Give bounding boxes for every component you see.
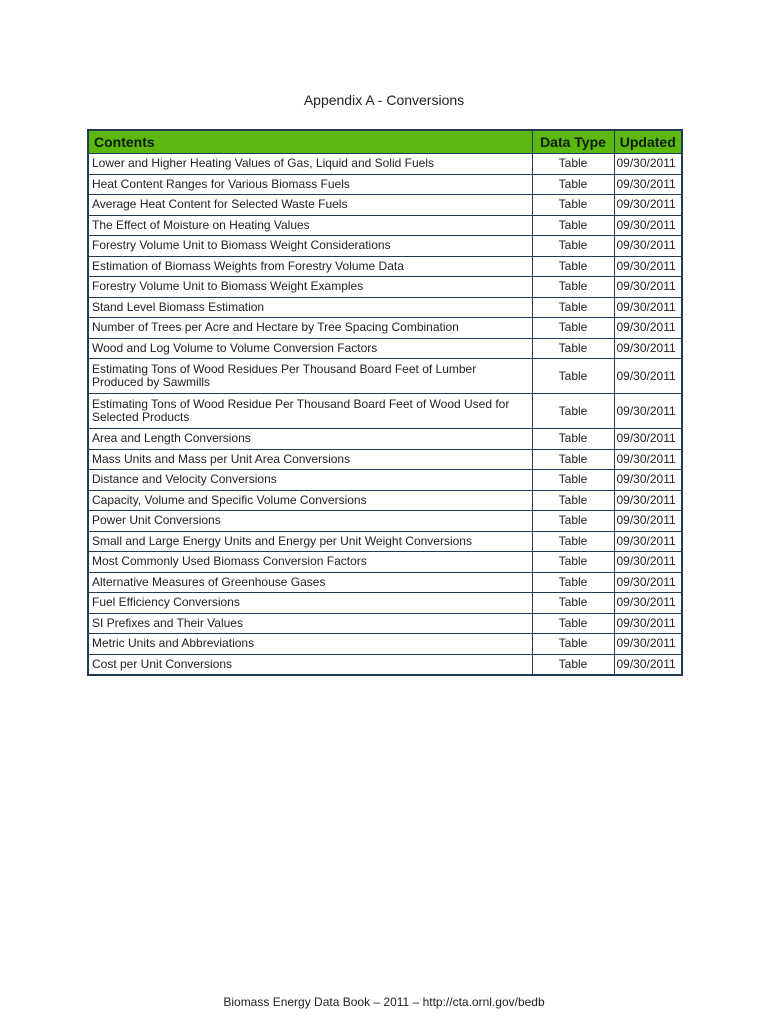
cell-updated: 09/30/2011 [614, 429, 682, 450]
conversions-table [87, 129, 683, 676]
cell-updated: 09/30/2011 [614, 174, 682, 195]
table-row[interactable] [88, 470, 682, 491]
cell-updated: 09/30/2011 [614, 654, 682, 675]
cell-data-type: Table [532, 429, 614, 450]
cell-data-type: Table [532, 654, 614, 675]
cell-updated: 09/30/2011 [614, 593, 682, 614]
cell-data-type: Table [532, 394, 614, 429]
cell-data-type: Table [532, 338, 614, 359]
table-row[interactable] [88, 318, 682, 339]
cell-contents[interactable]: Estimating Tons of Wood Residues Per Thousand Board Feet of Lumber Produced by Sawmills [88, 359, 532, 394]
table-row[interactable] [88, 394, 682, 429]
header-updated: Updated [614, 130, 682, 154]
cell-contents[interactable]: Capacity, Volume and Specific Volume Conversions [88, 490, 532, 511]
cell-updated: 09/30/2011 [614, 195, 682, 216]
table-row[interactable] [88, 654, 682, 675]
cell-updated: 09/30/2011 [614, 236, 682, 257]
cell-updated: 09/30/2011 [614, 490, 682, 511]
table-row[interactable] [88, 195, 682, 216]
cell-contents[interactable]: Forestry Volume Unit to Biomass Weight Considerations [88, 236, 532, 257]
header-contents: Contents [88, 130, 532, 154]
cell-updated: 09/30/2011 [614, 154, 682, 175]
cell-data-type: Table [532, 531, 614, 552]
cell-data-type: Table [532, 470, 614, 491]
cell-contents[interactable]: Wood and Log Volume to Volume Conversion Factors [88, 338, 532, 359]
table-row[interactable] [88, 511, 682, 532]
cell-contents[interactable]: Area and Length Conversions [88, 429, 532, 450]
cell-contents[interactable]: Lower and Higher Heating Values of Gas, Liquid and Solid Fuels [88, 154, 532, 175]
cell-updated: 09/30/2011 [614, 531, 682, 552]
page-title: Appendix A - Conversions [303, 92, 465, 108]
cell-contents[interactable]: Distance and Velocity Conversions [88, 470, 532, 491]
cell-data-type: Table [532, 195, 614, 216]
cell-contents[interactable]: Stand Level Biomass Estimation [88, 297, 532, 318]
cell-contents[interactable]: Estimation of Biomass Weights from Forestry Volume Data [88, 256, 532, 277]
cell-data-type: Table [532, 174, 614, 195]
cell-updated: 09/30/2011 [614, 359, 682, 394]
cell-data-type: Table [532, 634, 614, 655]
cell-contents[interactable]: Estimating Tons of Wood Residue Per Thousand Board Feet of Wood Used for Selected Products [88, 394, 532, 429]
cell-data-type: Table [532, 613, 614, 634]
cell-contents[interactable]: Mass Units and Mass per Unit Area Conversions [88, 449, 532, 470]
cell-contents[interactable]: Forestry Volume Unit to Biomass Weight Examples [88, 277, 532, 298]
cell-contents[interactable]: SI Prefixes and Their Values [88, 613, 532, 634]
cell-contents[interactable]: Alternative Measures of Greenhouse Gases [88, 572, 532, 593]
cell-updated: 09/30/2011 [614, 511, 682, 532]
cell-data-type: Table [532, 236, 614, 257]
cell-contents[interactable]: Heat Content Ranges for Various Biomass Fuels [88, 174, 532, 195]
table-row[interactable] [88, 634, 682, 655]
table-row[interactable] [88, 490, 682, 511]
cell-data-type: Table [532, 449, 614, 470]
header-data-type: Data Type [532, 130, 614, 154]
cell-data-type: Table [532, 511, 614, 532]
table-row[interactable] [88, 552, 682, 573]
cell-contents[interactable]: The Effect of Moisture on Heating Values [88, 215, 532, 236]
cell-updated: 09/30/2011 [614, 277, 682, 298]
page-footer: Biomass Energy Data Book – 2011 – http://cta.ornl.gov/bedb [223, 995, 545, 1009]
cell-contents[interactable]: Power Unit Conversions [88, 511, 532, 532]
cell-data-type: Table [532, 572, 614, 593]
cell-contents[interactable]: Most Commonly Used Biomass Conversion Factors [88, 552, 532, 573]
table-header-row [88, 130, 682, 154]
cell-contents[interactable]: Cost per Unit Conversions [88, 654, 532, 675]
cell-updated: 09/30/2011 [614, 470, 682, 491]
cell-contents[interactable]: Fuel Efficiency Conversions [88, 593, 532, 614]
cell-updated: 09/30/2011 [614, 215, 682, 236]
table-row[interactable] [88, 359, 682, 394]
table-row[interactable] [88, 256, 682, 277]
cell-data-type: Table [532, 490, 614, 511]
cell-data-type: Table [532, 215, 614, 236]
table-row[interactable] [88, 174, 682, 195]
table-row[interactable] [88, 277, 682, 298]
table-row[interactable] [88, 593, 682, 614]
cell-contents[interactable]: Average Heat Content for Selected Waste Fuels [88, 195, 532, 216]
table-row[interactable] [88, 429, 682, 450]
table-row[interactable] [88, 236, 682, 257]
cell-updated: 09/30/2011 [614, 634, 682, 655]
cell-updated: 09/30/2011 [614, 256, 682, 277]
cell-data-type: Table [532, 277, 614, 298]
table-row[interactable] [88, 531, 682, 552]
cell-data-type: Table [532, 154, 614, 175]
cell-updated: 09/30/2011 [614, 552, 682, 573]
cell-updated: 09/30/2011 [614, 297, 682, 318]
cell-contents[interactable]: Number of Trees per Acre and Hectare by Tree Spacing Combination [88, 318, 532, 339]
cell-data-type: Table [532, 256, 614, 277]
cell-updated: 09/30/2011 [614, 449, 682, 470]
cell-data-type: Table [532, 552, 614, 573]
table-row[interactable] [88, 449, 682, 470]
cell-data-type: Table [532, 359, 614, 394]
cell-contents[interactable]: Metric Units and Abbreviations [88, 634, 532, 655]
cell-contents[interactable]: Small and Large Energy Units and Energy per Unit Weight Conversions [88, 531, 532, 552]
table-row[interactable] [88, 297, 682, 318]
cell-updated: 09/30/2011 [614, 318, 682, 339]
table-row[interactable] [88, 154, 682, 175]
cell-updated: 09/30/2011 [614, 572, 682, 593]
table-row[interactable] [88, 338, 682, 359]
cell-data-type: Table [532, 318, 614, 339]
table-row[interactable] [88, 215, 682, 236]
table-row[interactable] [88, 572, 682, 593]
table-row[interactable] [88, 613, 682, 634]
cell-data-type: Table [532, 297, 614, 318]
cell-data-type: Table [532, 593, 614, 614]
cell-updated: 09/30/2011 [614, 394, 682, 429]
cell-updated: 09/30/2011 [614, 338, 682, 359]
cell-updated: 09/30/2011 [614, 613, 682, 634]
